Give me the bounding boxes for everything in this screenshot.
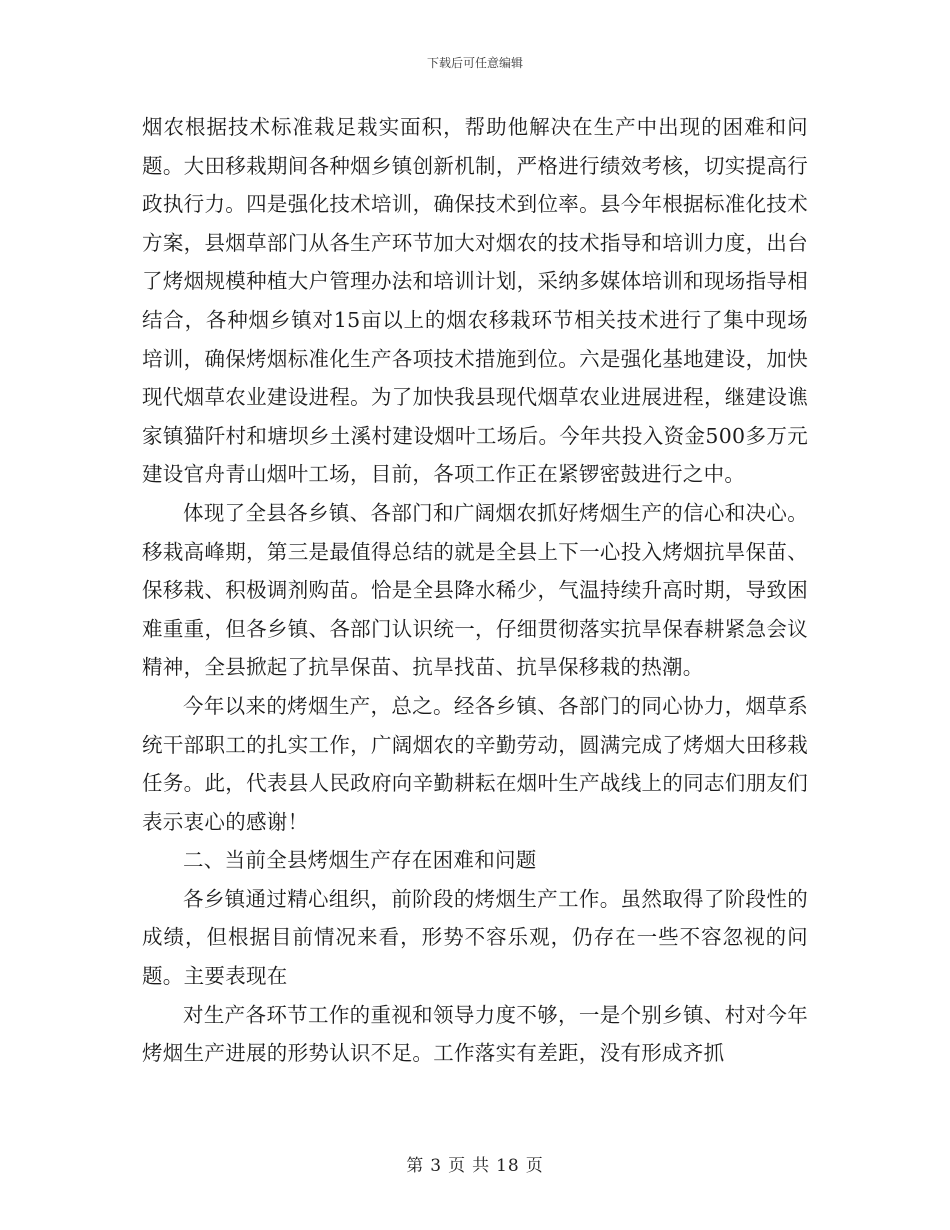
paragraph: 各乡镇通过精心组织，前阶段的烤烟生产工作。虽然取得了阶段性的成绩，但根据目前情况来看，形势不容乐观，仍存在一些不容忽视的问题。主要表现在: [142, 886, 808, 989]
total-page-number: 18: [496, 1156, 520, 1176]
page-header: 下载后可任意编辑: [426, 56, 523, 70]
paragraph: 今年以来的烤烟生产，总之。经各乡镇、各部门的同心协力，烟草系统干部职工的扎实工作，广阔烟农的辛勤劳动，圆满完成了烤烟大田移栽任务。此，代表县人民政府向辛勤耕耘在烟叶生产战线上的同志们朋友们表示衷心的感谢！: [142, 693, 808, 834]
footer-page-word: 页: [448, 1156, 467, 1176]
page-footer: [0, 1151, 950, 1176]
paragraph: 体现了全县各乡镇、各部门和广阔烟农抓好烤烟生产的信心和决心。移栽高峰期，第三是最值得总结的就是全县上下一心投入烤烟抗旱保苗、保移栽、积极调剂购苗。恰是全县降水稀少，气温持续升高时期，导致困难重重，但各乡镇、各部门认识统一，仔细贯彻落实抗旱保春耕紧急会议精神，全县掀起了抗旱保苗、抗旱找苗、抗旱保移栽的热潮。: [142, 500, 808, 680]
document-body: [142, 108, 808, 1073]
footer-total-word: 共: [472, 1156, 491, 1176]
current-page-number: 3: [430, 1156, 443, 1176]
footer-prefix: 第: [406, 1156, 425, 1176]
footer-suffix: 页: [525, 1156, 544, 1176]
section-heading: 二、当前全县烤烟生产存在困难和问题: [183, 848, 537, 873]
paragraph: 烟农根据技术标准栽足栽实面积，帮助他解决在生产中出现的困难和问题。大田移栽期间各种烟乡镇创新机制，严格进行绩效考核，切实提高行政执行力。四是强化技术培训，确保技术到位率。县今年根据标准化技术方案，县烟草部门从各生产环节加大对烟农的技术指导和培训力度，出台了烤烟规模种植大户管理办法和培训计划，采纳多媒体培训和现场指导相结合，各种烟乡镇对15亩以上的烟农移栽环节相关技术进行了集中现场培训，确保烤烟标准化生产各项技术措施到位。六是强化基地建设，加快现代烟草农业建设进程。为了加快我县现代烟草农业进展进程，继建设谯家镇猫阡村和塘坝乡土溪村建设烟叶工场后。今年共投入资金500多万元建设官舟青山烟叶工场，目前，各项工作正在紧锣密鼓进行之中。: [142, 115, 808, 487]
paragraph: 对生产各环节工作的重视和领导力度不够，一是个别乡镇、村对今年烤烟生产进展的形势认识不足。工作落实有差距，没有形成齐抓: [142, 1002, 808, 1066]
